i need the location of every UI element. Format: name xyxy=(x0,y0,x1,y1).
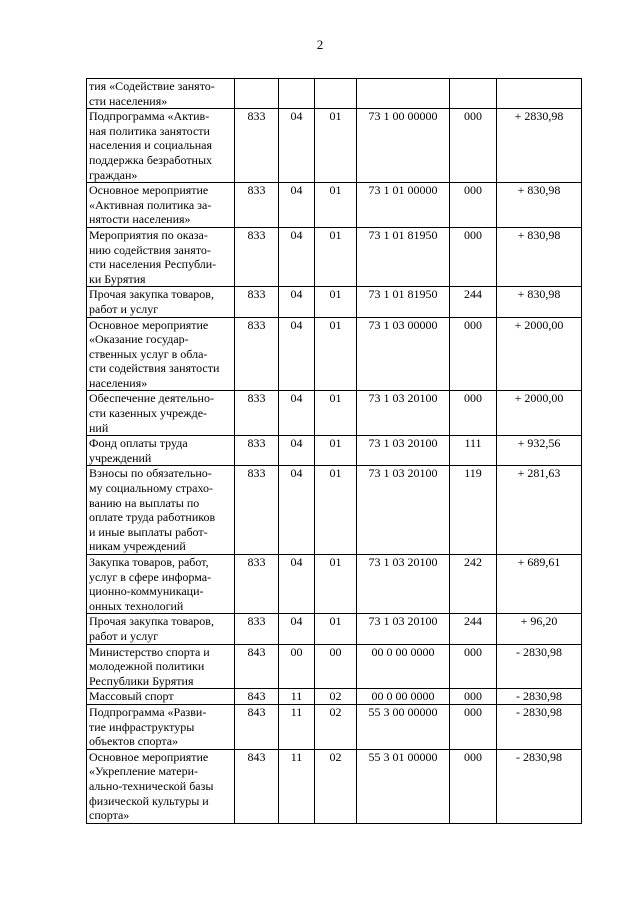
expense-type-cell: 244 xyxy=(450,614,497,644)
item-name-line: объектов спорта» xyxy=(89,734,179,749)
item-name-line: Подпрограмма «Разви- xyxy=(89,704,207,719)
section-code-cell: 11 xyxy=(279,704,315,749)
target-article-cell: 73 1 01 81950 xyxy=(357,287,450,317)
expense-type-cell: 000 xyxy=(450,317,497,391)
amount-cell: + 830,98 xyxy=(497,227,582,286)
amount-cell: + 281,63 xyxy=(497,466,582,555)
section-code-cell: 04 xyxy=(279,317,315,391)
target-article-cell: 73 1 03 20100 xyxy=(357,391,450,436)
table-row xyxy=(87,436,582,466)
item-name-line: ально-технической базы xyxy=(89,778,214,793)
item-name-cell xyxy=(87,183,235,228)
target-article-cell: 73 1 03 00000 xyxy=(357,317,450,391)
section-code-cell: 11 xyxy=(279,749,315,823)
item-name-cell xyxy=(87,227,235,286)
item-name-line: ванию на выплаты по xyxy=(89,495,200,510)
item-name-line: граждан» xyxy=(89,167,138,182)
expense-type-cell: 000 xyxy=(450,109,497,183)
target-article-cell: 55 3 01 00000 xyxy=(357,749,450,823)
item-name-cell xyxy=(87,689,235,705)
item-name-line: ний xyxy=(89,420,109,435)
item-name-line: «Укрепление матери- xyxy=(89,764,199,779)
expense-type-cell: 244 xyxy=(450,287,497,317)
subsection-code-cell: 00 xyxy=(315,644,357,689)
item-name-line: населения и социальная xyxy=(89,138,212,153)
subsection-code-cell: 02 xyxy=(315,704,357,749)
item-name-cell xyxy=(87,749,235,823)
item-name-line: физической культуры и xyxy=(89,793,209,808)
section-code-cell: 04 xyxy=(279,227,315,286)
expense-type-cell xyxy=(450,79,497,109)
item-name-line: работ и услуг xyxy=(89,628,159,643)
page-number: 2 xyxy=(316,37,324,52)
item-name-line: Основное мероприятие xyxy=(89,749,209,764)
ministry-code-cell: 833 xyxy=(235,466,279,555)
target-article-cell: 73 1 03 20100 xyxy=(357,614,450,644)
target-article-cell: 00 0 00 0000 xyxy=(357,644,450,689)
item-name-cell xyxy=(87,391,235,436)
subsection-code-cell: 01 xyxy=(315,183,357,228)
item-name-cell xyxy=(87,555,235,614)
table-row xyxy=(87,287,582,317)
item-name-line: сти казенных учрежде- xyxy=(89,406,208,421)
section-code-cell: 04 xyxy=(279,109,315,183)
ministry-code-cell: 833 xyxy=(235,614,279,644)
item-name-line: никам учреждений xyxy=(89,539,186,554)
expense-type-cell: 000 xyxy=(450,749,497,823)
target-article-cell: 73 1 03 20100 xyxy=(357,466,450,555)
item-name-line: онных технологий xyxy=(89,598,184,613)
table-row xyxy=(87,466,582,555)
item-name-line: ная политика занятости xyxy=(89,123,210,138)
section-code-cell: 11 xyxy=(279,689,315,705)
item-name-cell xyxy=(87,704,235,749)
ministry-code-cell: 833 xyxy=(235,555,279,614)
item-name-line: тия «Содействие занято- xyxy=(89,79,215,93)
item-name-cell xyxy=(87,436,235,466)
subsection-code-cell: 01 xyxy=(315,287,357,317)
item-name-line: молодежной политики xyxy=(89,659,205,674)
item-name-line: оплате труда работников xyxy=(89,510,216,525)
item-name-line: Мероприятия по оказа- xyxy=(89,227,208,242)
item-name-line: ственных услуг в обла- xyxy=(89,346,208,361)
item-name-line: Основное мероприятие xyxy=(89,317,209,332)
table-row xyxy=(87,227,582,286)
subsection-code-cell: 01 xyxy=(315,227,357,286)
item-name-line: поддержка безработных xyxy=(89,152,213,167)
item-name-line: Обеспечение деятельно- xyxy=(89,391,214,406)
amount-cell: - 2830,98 xyxy=(497,644,582,689)
subsection-code-cell: 01 xyxy=(315,436,357,466)
amount-cell: + 830,98 xyxy=(497,183,582,228)
item-name-line: Массовый спорт xyxy=(89,689,174,704)
target-article-cell: 73 1 03 20100 xyxy=(357,555,450,614)
table-row xyxy=(87,391,582,436)
item-name-line: учреждений xyxy=(89,450,152,465)
section-code-cell: 04 xyxy=(279,555,315,614)
subsection-code-cell: 01 xyxy=(315,555,357,614)
ministry-code-cell: 843 xyxy=(235,644,279,689)
subsection-code-cell xyxy=(315,79,357,109)
item-name-line: нию содействия занято- xyxy=(89,242,211,257)
subsection-code-cell: 01 xyxy=(315,391,357,436)
section-code-cell: 04 xyxy=(279,287,315,317)
section-code-cell: 04 xyxy=(279,391,315,436)
item-name-line: Основное мероприятие xyxy=(89,183,209,198)
ministry-code-cell: 833 xyxy=(235,317,279,391)
item-name-line: Прочая закупка товаров, xyxy=(89,614,214,629)
expense-type-cell: 000 xyxy=(450,227,497,286)
ministry-code-cell: 843 xyxy=(235,749,279,823)
table-row xyxy=(87,183,582,228)
table-row xyxy=(87,614,582,644)
target-article-cell: 73 1 01 00000 xyxy=(357,183,450,228)
amount-cell: + 830,98 xyxy=(497,287,582,317)
ministry-code-cell: 833 xyxy=(235,287,279,317)
amount-cell: - 2830,98 xyxy=(497,749,582,823)
table-row xyxy=(87,109,582,183)
amount-cell: - 2830,98 xyxy=(497,689,582,705)
item-name-line: ционно-коммуникаци- xyxy=(89,584,204,599)
item-name-line: сти населения» xyxy=(89,93,168,108)
expense-type-cell: 000 xyxy=(450,689,497,705)
item-name-line: работ и услуг xyxy=(89,301,159,316)
budget-table xyxy=(86,78,582,824)
item-name-line: Фонд оплаты труда xyxy=(89,436,188,451)
target-article-cell: 73 1 03 20100 xyxy=(357,436,450,466)
item-name-line: спорта» xyxy=(89,808,130,823)
item-name-line: Прочая закупка товаров, xyxy=(89,287,214,302)
item-name-line: сти содействия занятости xyxy=(89,361,220,376)
amount-cell: + 689,61 xyxy=(497,555,582,614)
item-name-line: Взносы по обязательно- xyxy=(89,466,212,481)
item-name-line: Закупка товаров, работ, xyxy=(89,555,209,569)
expense-type-cell: 000 xyxy=(450,391,497,436)
item-name-line: Министерство спорта и xyxy=(89,644,210,659)
item-name-line: и иные выплаты работ- xyxy=(89,524,208,539)
item-name-line: тие инфраструктуры xyxy=(89,719,195,734)
ministry-code-cell: 833 xyxy=(235,109,279,183)
expense-type-cell: 111 xyxy=(450,436,497,466)
amount-cell: - 2830,98 xyxy=(497,704,582,749)
target-article-cell: 55 3 00 00000 xyxy=(357,704,450,749)
item-name-cell xyxy=(87,466,235,555)
item-name-line: «Оказание государ- xyxy=(89,332,189,347)
expense-type-cell: 000 xyxy=(450,704,497,749)
item-name-line: услуг в сфере информа- xyxy=(89,569,212,584)
table-row xyxy=(87,689,582,705)
item-name-line: Республики Бурятия xyxy=(89,673,194,688)
amount-cell: + 2830,98 xyxy=(497,109,582,183)
amount-cell: + 2000,00 xyxy=(497,317,582,391)
ministry-code-cell: 843 xyxy=(235,689,279,705)
ministry-code-cell xyxy=(235,79,279,109)
subsection-code-cell: 02 xyxy=(315,689,357,705)
subsection-code-cell: 01 xyxy=(315,614,357,644)
item-name-cell xyxy=(87,644,235,689)
target-article-cell: 73 1 00 00000 xyxy=(357,109,450,183)
section-code-cell: 04 xyxy=(279,466,315,555)
table-row xyxy=(87,704,582,749)
subsection-code-cell: 01 xyxy=(315,317,357,391)
item-name-cell xyxy=(87,79,235,109)
amount-cell: + 932,56 xyxy=(497,436,582,466)
amount-cell xyxy=(497,79,582,109)
target-article-cell: 00 0 00 0000 xyxy=(357,689,450,705)
item-name-line: сти населения Республи- xyxy=(89,257,217,272)
expense-type-cell: 000 xyxy=(450,644,497,689)
ministry-code-cell: 833 xyxy=(235,227,279,286)
target-article-cell: 73 1 01 81950 xyxy=(357,227,450,286)
table-body xyxy=(87,79,582,824)
ministry-code-cell: 843 xyxy=(235,704,279,749)
expense-type-cell: 242 xyxy=(450,555,497,614)
item-name-line: му социальному страхо- xyxy=(89,481,214,496)
table-row xyxy=(87,79,582,109)
table-row xyxy=(87,749,582,823)
table-row xyxy=(87,644,582,689)
item-name-line: «Активная политика за- xyxy=(89,197,212,212)
expense-type-cell: 119 xyxy=(450,466,497,555)
item-name-cell xyxy=(87,287,235,317)
section-code-cell: 00 xyxy=(279,644,315,689)
section-code-cell xyxy=(279,79,315,109)
subsection-code-cell: 01 xyxy=(315,109,357,183)
amount-cell: + 96,20 xyxy=(497,614,582,644)
section-code-cell: 04 xyxy=(279,436,315,466)
ministry-code-cell: 833 xyxy=(235,436,279,466)
subsection-code-cell: 01 xyxy=(315,466,357,555)
subsection-code-cell: 02 xyxy=(315,749,357,823)
ministry-code-cell: 833 xyxy=(235,391,279,436)
item-name-line: Подпрограмма «Актив- xyxy=(89,109,210,124)
expense-type-cell: 000 xyxy=(450,183,497,228)
item-name-line: населения» xyxy=(89,375,148,390)
ministry-code-cell: 833 xyxy=(235,183,279,228)
amount-cell: + 2000,00 xyxy=(497,391,582,436)
table-row xyxy=(87,555,582,614)
section-code-cell: 04 xyxy=(279,183,315,228)
item-name-line: нятости населения» xyxy=(89,212,191,227)
section-code-cell: 04 xyxy=(279,614,315,644)
item-name-line: ки Бурятия xyxy=(89,271,146,286)
target-article-cell xyxy=(357,79,450,109)
item-name-cell xyxy=(87,109,235,183)
item-name-cell xyxy=(87,317,235,391)
table-row xyxy=(87,317,582,391)
item-name-cell xyxy=(87,614,235,644)
